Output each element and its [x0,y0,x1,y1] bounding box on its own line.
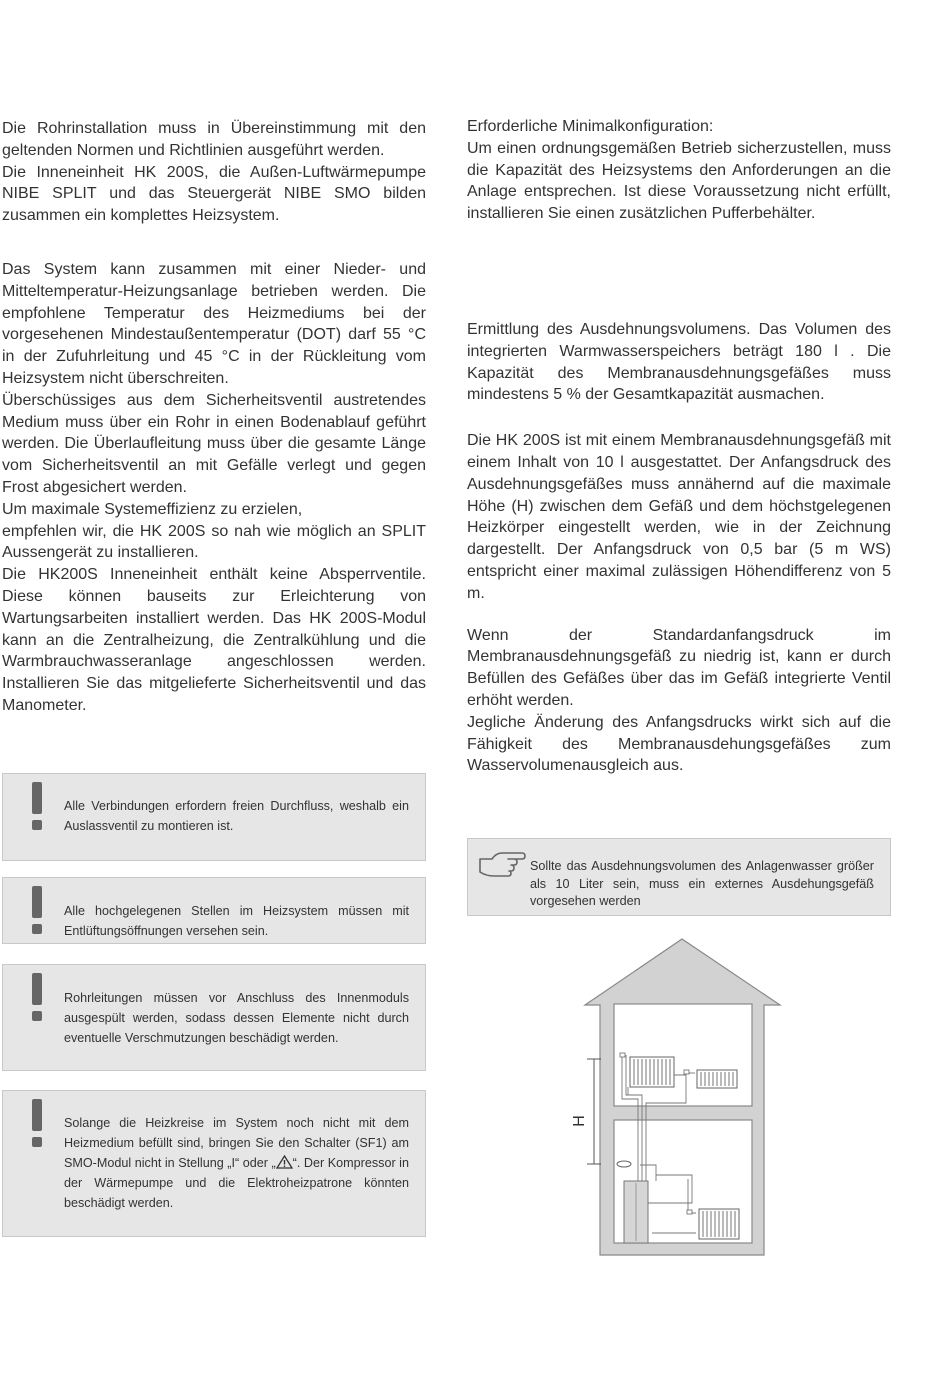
note-box-1 [2,773,426,861]
paragraph-system-components: Die Inneneinheit HK 200S, die Außen-Luftwärmepumpe NIBE SPLIT und das Steuergerät NIBE SMO bilden zusammen ein komplettes Heizsystem. [2,163,426,225]
note-text-4-part1: Solange die Heizkreise im System noch nicht mit dem Heizmedium befüllt sind, bringen Sie den Schalter (SF1) am SMO-Modul nicht in Stellung „I“ oder „ [64,1116,409,1170]
paragraph-membrane-vessel: Die HK 200S ist mit einem Membranausdehnungsgefäß mit einem Inhalt von 10 l ausgestattet. Der Anfangsdruck des Ausdehnungsgefäßes muss annähernd auf die maximale Höhe (H) zwischen dem Gefäß und dem höchstgelegenen Heizkörper eingestellt werden, wie in der Zeichnung dargestellt. Der Anfangsdruck von 0,5 bar (5 m WS) entspricht einer maximal zulässigen Höhendifferenz von 5 m. [467,432,891,602]
tip-box [467,838,891,916]
note-text-2: Alle hochgelegenen Stellen im Heizsystem müssen mit Entlüftungsöffnungen versehen sein. [64,904,409,938]
note-box-2 [2,877,426,944]
air-vent-upper-right [684,1070,689,1074]
note-text-4 [64,1113,409,1213]
air-vent-upper-left [620,1053,625,1057]
indoor-unit-hk200s [624,1181,648,1243]
heading-minimal-config: Erforderliche Minimalkonfiguration: [467,118,714,135]
note-text-4-part2: “. Der Kompressor in der Wärmepumpe und die Elektroheizpatrone könnten beschädigt werden. [64,1156,409,1210]
paragraph-capacity: Um einen ordnungsgemäßen Betrieb sicherzustellen, muss die Kapazität des Heizsystems den Anforderungen an die Anlage entsprechen. Ist diese Voraussetzung nicht erfüllt, installieren Sie einen zusätzlichen Pufferbehälter. [467,139,891,223]
height-dimension [587,1059,601,1164]
paragraph-installation-norms: Die Rohrinstallation muss in Übereinstimmung mit den geltenden Normen und Richtlinien ausgeführt werden. [2,120,426,159]
paragraph-initial-pressure: Wenn der Standardanfangsdruck im Membranausdehnungsgefäß zu niedrig ist, kann er durch Befüllen des Gefäßes über das im Gefäß integrierte Ventil erhöht werden. [467,626,891,709]
paragraph-shutoff-valves: Die HK200S Inneneinheit enthält keine Absperrventile. Diese können bauseits zur Erleichterung von Wartungsarbeiten installiert werden. Das HK 200S-Modul kann an die Zentralheizung, die Zentralkühlung und die Warmbrauchwasseranlage angeschlossen werden. Installieren Sie das mitgelieferte Sicherheitsventil und das Manometer. [2,566,426,714]
paragraph-safety-valve: Überschüssiges aus dem Sicherheitsventil austretendes Medium muss über ein Rohr in einen Bodenablauf geführt werden. Die Überlaufleitung muss über die gesamte Länge vom Sicherheitsventil an mit Gefälle verlegt und gegen Frost abgesichert werden. [2,391,426,496]
tip-text: Sollte das Ausdehnungsvolumen des Anlagenwasser größer als 10 Liter sein, muss ein externes Ausdehungsgefäß vorgesehen werden [530,859,874,908]
expansion-vessel [617,1161,631,1167]
height-label: H [571,1115,588,1127]
note-text-3: Rohrleitungen müssen vor Anschluss des Innenmoduls ausgespült werden, sodass dessen Elemente nicht durch eventuelle Verschmutzungen beschädigt werden. [64,991,409,1045]
note-box-4 [2,1090,426,1237]
left-column [2,118,426,717]
warning-triangle-icon [276,1155,293,1169]
radiator-upper-left [630,1057,674,1087]
radiator-upper-right [697,1070,737,1088]
paragraph-placement: empfehlen wir, die HK 200S so nah wie möglich an SPLIT Aussengerät zu installieren. [2,522,426,562]
radiator-lower [699,1209,739,1239]
upper-room [614,1004,752,1106]
paragraph-temperatures: Das System kann zusammen mit einer Nieder- und Mitteltemperatur-Heizungsanlage betrieben werden. Die empfohlene Temperatur des Heizmediums bei der vorgesehenen Mindestaußentemperatur (DOT) darf 55 °C in der Zufuhrleitung und 45 °C in der Rückleitung vom Heizsystem nicht überschreiten. [2,260,426,387]
paragraph-pressure-change: Jegliche Änderung des Anfangsdrucks wirkt sich auf die Fähigkeit des Membranausdehungsgefäßes zum Wasservolumenausgleich aus. [467,713,891,775]
exclamation-icon [31,886,43,936]
exclamation-icon [31,973,43,1023]
paragraph-expansion-volume: Ermittlung des Ausdehnungsvolumens. Das Volumen des integrierten Warmwasserspeichers beträgt 180 l . Die Kapazität des Membranausdehnungsgefäßes muss mindestens 5 % der Gesamtkapazität ausmachen. [467,320,891,404]
house-diagram [570,935,800,1265]
pointing-hand-icon [478,849,526,877]
note-box-3 [2,964,426,1071]
exclamation-icon [31,782,43,832]
note-text-1: Alle Verbindungen erfordern freien Durchfluss, weshalb ein Auslassventil zu montieren ist. [64,799,409,833]
right-column [467,116,891,777]
paragraph-efficiency: Um maximale Systemeffizienz zu erzielen, [2,500,303,518]
air-vent-lower [687,1210,692,1214]
exclamation-icon [31,1099,43,1149]
